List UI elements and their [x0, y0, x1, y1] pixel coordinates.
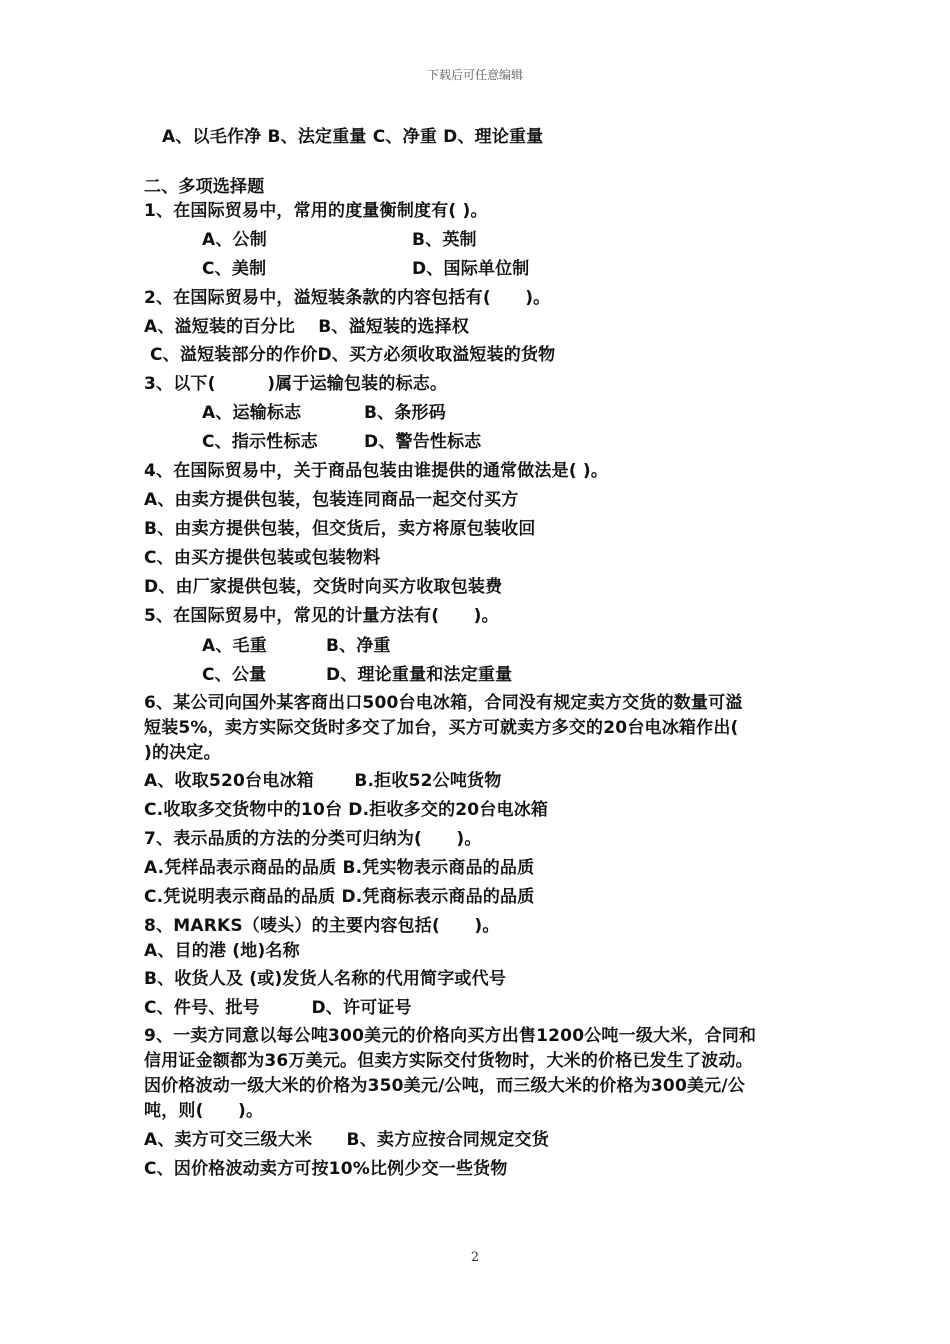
q4-option-b: B、由卖方提供包装，但交货后，卖方将原包装收回 [144, 519, 536, 539]
q4-stem: 4、在国际贸易中，关于商品包装由谁提供的通常做法是( )。 [144, 461, 609, 481]
q8-option-b: B、收货人及 (或)发货人名称的代用简字或代号 [144, 969, 507, 989]
q4-option-a: A、由卖方提供包装，包装连同商品一起交付买方 [144, 490, 519, 510]
q5-option-b: B、净重 [326, 636, 391, 656]
q3-option-d: D、警告性标志 [364, 432, 482, 452]
page-number: 2 [470, 1250, 480, 1265]
q3-option-a: A、运输标志 [202, 403, 302, 423]
previous-question-options: A、以毛作净 B、法定重量 C、净重 D、理论重量 [162, 127, 544, 147]
q1-option-c: C、美制 [202, 259, 267, 279]
q9-stem-line2: 信用证金额都为36万美元。但卖方实际交付货物时，大米的价格已发生了波动。 [144, 1051, 753, 1071]
q2-stem: 2、在国际贸易中，溢短装条款的内容包括有( )。 [144, 288, 551, 308]
q6-options-cd: C.收取多交货物中的10台 D.拒收多交的20台电冰箱 [144, 800, 549, 820]
q3-stem: 3、以下( )属于运输包装的标志。 [144, 374, 448, 394]
q1-stem: 1、在国际贸易中，常用的度量衡制度有( )。 [144, 201, 488, 221]
q9-option-c: C、因价格波动卖方可按10%比例少交一些货物 [144, 1159, 508, 1179]
q5-option-d: D、理论重量和法定重量 [326, 665, 513, 685]
q6-stem-line3: )的决定。 [144, 743, 221, 763]
q8-option-a: A、目的港 (地)名称 [144, 941, 300, 961]
q9-stem-line3: 因价格波动一级大米的价格为350美元/公吨，而三级大米的价格为300美元/公 [144, 1076, 745, 1096]
q6-stem-line2: 短装5%，卖方实际交货时多交了加台，买方可就卖方多交的20台电冰箱作出( [144, 718, 739, 738]
q5-option-c: C、公量 [202, 665, 267, 685]
q1-option-a: A、公制 [202, 230, 267, 250]
q2-options-cd: C、溢短装部分的作价D、买方必须收取溢短装的货物 [150, 345, 556, 365]
q7-options-ab: A.凭样品表示商品的品质 B.凭实物表示商品的品质 [144, 858, 535, 878]
q5-stem: 5、在国际贸易中，常见的计量方法有( )。 [144, 606, 499, 626]
q4-option-d: D、由厂家提供包装，交货时向买方收取包装费 [144, 577, 503, 597]
q8-stem: 8、MARKS（唛头）的主要内容包括( )。 [144, 916, 500, 936]
q7-options-cd: C.凭说明表示商品的品质 D.凭商标表示商品的品质 [144, 887, 535, 907]
q9-stem-line4: 吨，则( )。 [144, 1101, 264, 1121]
q7-stem: 7、表示品质的方法的分类可归纳为( )。 [144, 829, 482, 849]
q5-option-a: A、毛重 [202, 636, 267, 656]
q1-option-d: D、国际单位制 [412, 259, 530, 279]
q6-stem-line1: 6、某公司向国外某客商出口500台电冰箱，合同没有规定卖方交货的数量可溢 [144, 693, 743, 713]
q2-options-ab: A、溢短装的百分比 B、溢短装的选择权 [144, 317, 470, 337]
q9-stem-line1: 9、一卖方同意以每公吨300美元的价格向买方出售1200公吨一级大米，合同和 [144, 1026, 757, 1046]
section-title: 二、多项选择题 [144, 177, 265, 197]
q3-option-c: C、指示性标志 [202, 432, 318, 452]
q6-options-ab: A、收取520台电冰箱 B.拒收52公吨货物 [144, 771, 502, 791]
q8-options-cd: C、件号、批号 D、许可证号 [144, 998, 412, 1018]
q4-option-c: C、由买方提供包装或包装物料 [144, 548, 381, 568]
q9-options-ab: A、卖方可交三级大米 B、卖方应按合同规定交货 [144, 1130, 549, 1150]
q1-option-b: B、英制 [412, 230, 477, 250]
q3-option-b: B、条形码 [364, 403, 446, 423]
page-header: 下载后可任意编辑 [426, 68, 523, 82]
